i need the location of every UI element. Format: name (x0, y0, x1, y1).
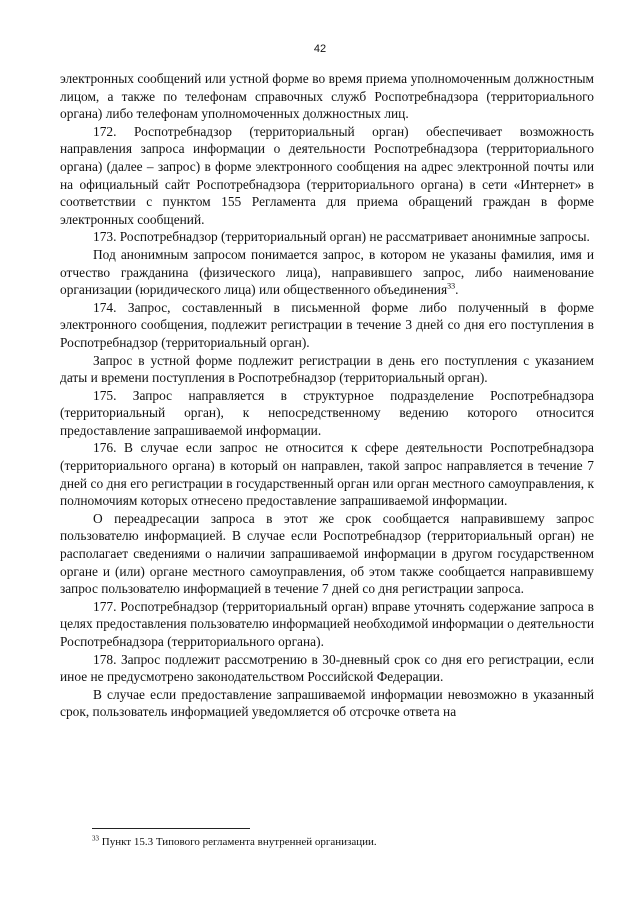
paragraph-172: 172. Роспотребнадзор (территориальный орган) обеспечивает возможность направления запроса информации о деятельности Роспотребнадзора (территориального органа) (далее – запрос) в форме электронного сообщения на адрес электронной почты или на официальный сайт Роспотребнадзора (территориального органа) в сети «Интернет» в соответствии с пунктом 155 Регламента для приема обращений граждан в форме электронных сообщений. (60, 123, 594, 227)
paragraph-deferral: В случае если предоставление запрашиваемой информации невозможно в указанный срок, пользователь информацией уведомляется об отсрочке ответа на (60, 686, 594, 720)
page-number: 42 (313, 43, 327, 55)
footnote-reference: 33 (447, 281, 456, 291)
paragraph-continuation: электронных сообщений или устной форме во время приема уполномоченным должностным лицом, а также по телефонам справочных служб Роспотребнадзора (территориального органа) либо телефонам уполномоченных должностных лиц. (60, 71, 594, 122)
footnote-number: 33 (92, 834, 99, 843)
footnote-separator (92, 828, 250, 829)
paragraph-oral-request: Запрос в устной форме подлежит регистрации в день его поступления с указанием даты и времени поступления в Роспотребнадзор (территориальный орган). (60, 352, 594, 386)
paragraph-176: 176. В случае если запрос не относится к сфере деятельности Роспотребнадзора (территориального органа) в который он направлен, такой запрос направляется в течение 7 дней со дня его регистрации в государственный орган или орган местного самоуправления, к полномочиям которых отнесено предоставление запрашиваемой информации. (60, 440, 594, 509)
paragraph-175: 175. Запрос направляется в структурное подразделение Роспотребнадзора (территориальный орган), к непосредственному ведению которого относится предоставление запрашиваемой информации. (60, 387, 594, 438)
paragraph-anonymous-definition: Под анонимным запросом понимается запрос, в котором не указаны фамилия, имя и отчество гражданина (физического лица), направившего запрос, либо наименование организации (юридического лица) или общественного объединения$^{33}$. (60, 246, 594, 298)
footnote (92, 835, 592, 849)
paragraph-174: 174. Запрос, составленный в письменной форме либо полученный в форме электронного сообщения, подлежит регистрации в течение 3 дней со дня его поступления в Роспотребнадзор (территориальный орган). (60, 299, 594, 350)
paragraph-redirect: О переадресации запроса в этот же срок сообщается направившему запрос пользователю информацией. В случае если Роспотребнадзор (территориальный орган) не располагает сведениями о наличии запрашиваемой информации в другом государственном органе и (или) органе местного самоуправления, об этом также сообщается направившему запрос пользователю информацией в течение 7 дней со дня регистрации запроса. (60, 510, 594, 597)
paragraph-173: 173. Роспотребнадзор (территориальный орган) не рассматривает анонимные запросы. (93, 229, 590, 245)
paragraph-177: 177. Роспотребнадзор (территориальный орган) вправе уточнять содержание запроса в целях предоставления пользователю информацией необходимой информации о деятельности Роспотребнадзора (территориального органа). (60, 598, 594, 649)
paragraph-178: 178. Запрос подлежит рассмотрению в 30-дневный срок со дня его регистрации, если иное не предусмотрено законодательством Российской Федерации. (60, 651, 594, 685)
document-body (60, 70, 594, 721)
footnote-text: Пункт 15.3 Типового регламента внутренней организации. (101, 836, 377, 848)
